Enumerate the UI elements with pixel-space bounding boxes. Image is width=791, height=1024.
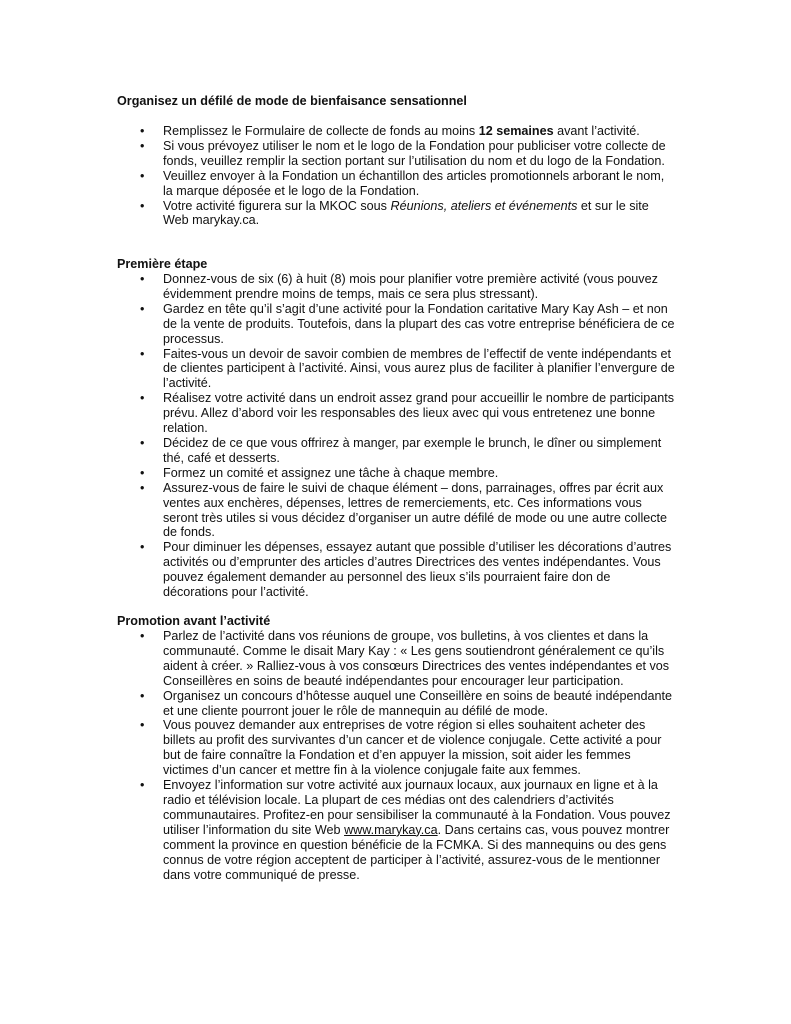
document-title: Organisez un défilé de mode de bienfaisance sensationnel: [117, 94, 467, 108]
section-heading-step1: Première étape: [117, 257, 208, 271]
bullet: •: [140, 301, 145, 316]
list-item: • Remplissez le Formulaire de collecte de fonds au moins 12 semaines avant l’activité.: [140, 124, 640, 138]
list-item: • Veuillez envoyer à la Fondation un échantillon des articles promotionnels arborant le nom, la marque déposée et le logo de la Fondation.: [140, 168, 665, 198]
intro-list: [0, 124, 791, 228]
bullet: •: [140, 346, 145, 361]
bullet: •: [140, 465, 145, 480]
list-item: • Votre activité figurera sur la MKOC sous Réunions, ateliers et événements et sur le site Web marykay.ca.: [140, 198, 649, 228]
list-item: • Parlez de l’activité dans vos réunions de groupe, vos bulletins, à vos clientes et dans la communauté. Comme le disait Mary Kay : « Les gens soutiendront généralement ce qu’ils aident à créer. » Ralliez-vous à vos consœurs Directrices des ventes indépendantes et vos Conseillères en soins de beauté indépendantes pour encourager leur participation.: [140, 629, 670, 688]
list-item: • Assurez-vous de faire le suivi de chaque élément – dons, parrainages, offres par écrit aux ventes aux enchères, dépenses, lettres de remerciements, etc. Ces informations vous seront très utiles si vous décidez d’organiser un autre défilé de mode ou une autre collecte de fonds.: [140, 480, 668, 540]
section-heading-promotion: Promotion avant l’activité: [117, 614, 271, 628]
bullet: •: [140, 778, 145, 793]
bullet: •: [140, 688, 145, 703]
bullet: •: [140, 540, 145, 555]
promotion-list: [0, 629, 791, 882]
bullet: •: [140, 391, 145, 406]
list-item: • Vous pouvez demander aux entreprises de votre région si elles souhaitent acheter des billets au profit des survivantes d’un cancer et de violence conjugale. Cette activité a pour but de faire connaître la Fondation et d’en appuyer la mission, soit aider les femmes victimes d’un cancer et mettre fin à la violence conjugale faite aux femmes.: [140, 718, 662, 778]
bullet: •: [140, 198, 145, 213]
step1-list: [0, 272, 791, 600]
list-item: • Pour diminuer les dépenses, essayez autant que possible d’utiliser les décorations d’autres activités ou d’emprunter des articles d’autres Directrices des ventes indépendantes. Vous pouvez également demander au personnel des lieux s’ils pourraient faire don de décorations pour l’activité.: [140, 540, 672, 600]
list-item: • Réalisez votre activité dans un endroit assez grand pour accueillir le nombre de participants prévu. Allez d’abord voir les responsables des lieux avec qui vous entretenez une bonne relation.: [140, 391, 675, 436]
list-item: • Envoyez l’information sur votre activité aux journaux locaux, aux journaux en ligne et à la radio et télévision locale. La plupart de ces médias ont des calendriers d’activités communautaires. Profitez-en pour sensibiliser la communauté à la Fondation. Vous pouvez utiliser l’information du site Web www.marykay.ca. Dans certains cas, vous pouvez montrer comment la province en question bénéficie de la FCMKA. Si des mannequins ou des gens connus de votre région acceptent de participer à l’activité, assurez-vous de le mentionner dans votre communiqué de presse.: [140, 778, 671, 882]
marykay-website-link[interactable]: www.marykay.ca: [344, 822, 438, 837]
bullet: •: [140, 480, 145, 495]
bullet: •: [140, 435, 145, 450]
list-item: • Si vous prévoyez utiliser le nom et le logo de la Fondation pour publiciser votre collecte de fonds, veuillez remplir la section portant sur l’utilisation du nom et du logo de la Fondation.: [140, 138, 666, 168]
bullet: •: [140, 272, 145, 286]
emphasis-weeks: 12 semaines: [478, 124, 554, 138]
list-item: • Gardez en tête qu’il s’agit d’une activité pour la Fondation caritative Mary Kay Ash – et non de la vente de produits. Toutefois, dans la plupart des cas votre entreprise bénéficiera de ce processus.: [140, 301, 675, 346]
bullet: •: [140, 168, 145, 183]
list-item: • Donnez-vous de six (6) à huit (8) mois pour planifier votre première activité (vous pouvez évidemment prendre moins de temps, mais ce sera plus stressant).: [140, 272, 658, 301]
section-name: Réunions, ateliers et événements: [390, 198, 578, 213]
list-item: • Faites-vous un devoir de savoir combien de membres de l’effectif de vente indépendants et de clientes participent à l’activité. Ainsi, vous aurez plus de faciliter à planifier l’envergure de l’activité.: [140, 346, 675, 391]
list-item: • Décidez de ce que vous offrirez à manger, par exemple le brunch, le dîner ou simplement thé, café et desserts.: [140, 435, 662, 465]
bullet: •: [140, 629, 145, 643]
bullet: •: [140, 124, 145, 138]
bullet: •: [140, 138, 145, 153]
list-item: • Organisez un concours d’hôtesse auquel une Conseillère en soins de beauté indépendante et une cliente pourront jouer le rôle de mannequin au défilé de mode.: [140, 688, 673, 718]
bullet: •: [140, 718, 145, 733]
list-item: • Formez un comité et assignez une tâche à chaque membre.: [140, 465, 499, 480]
